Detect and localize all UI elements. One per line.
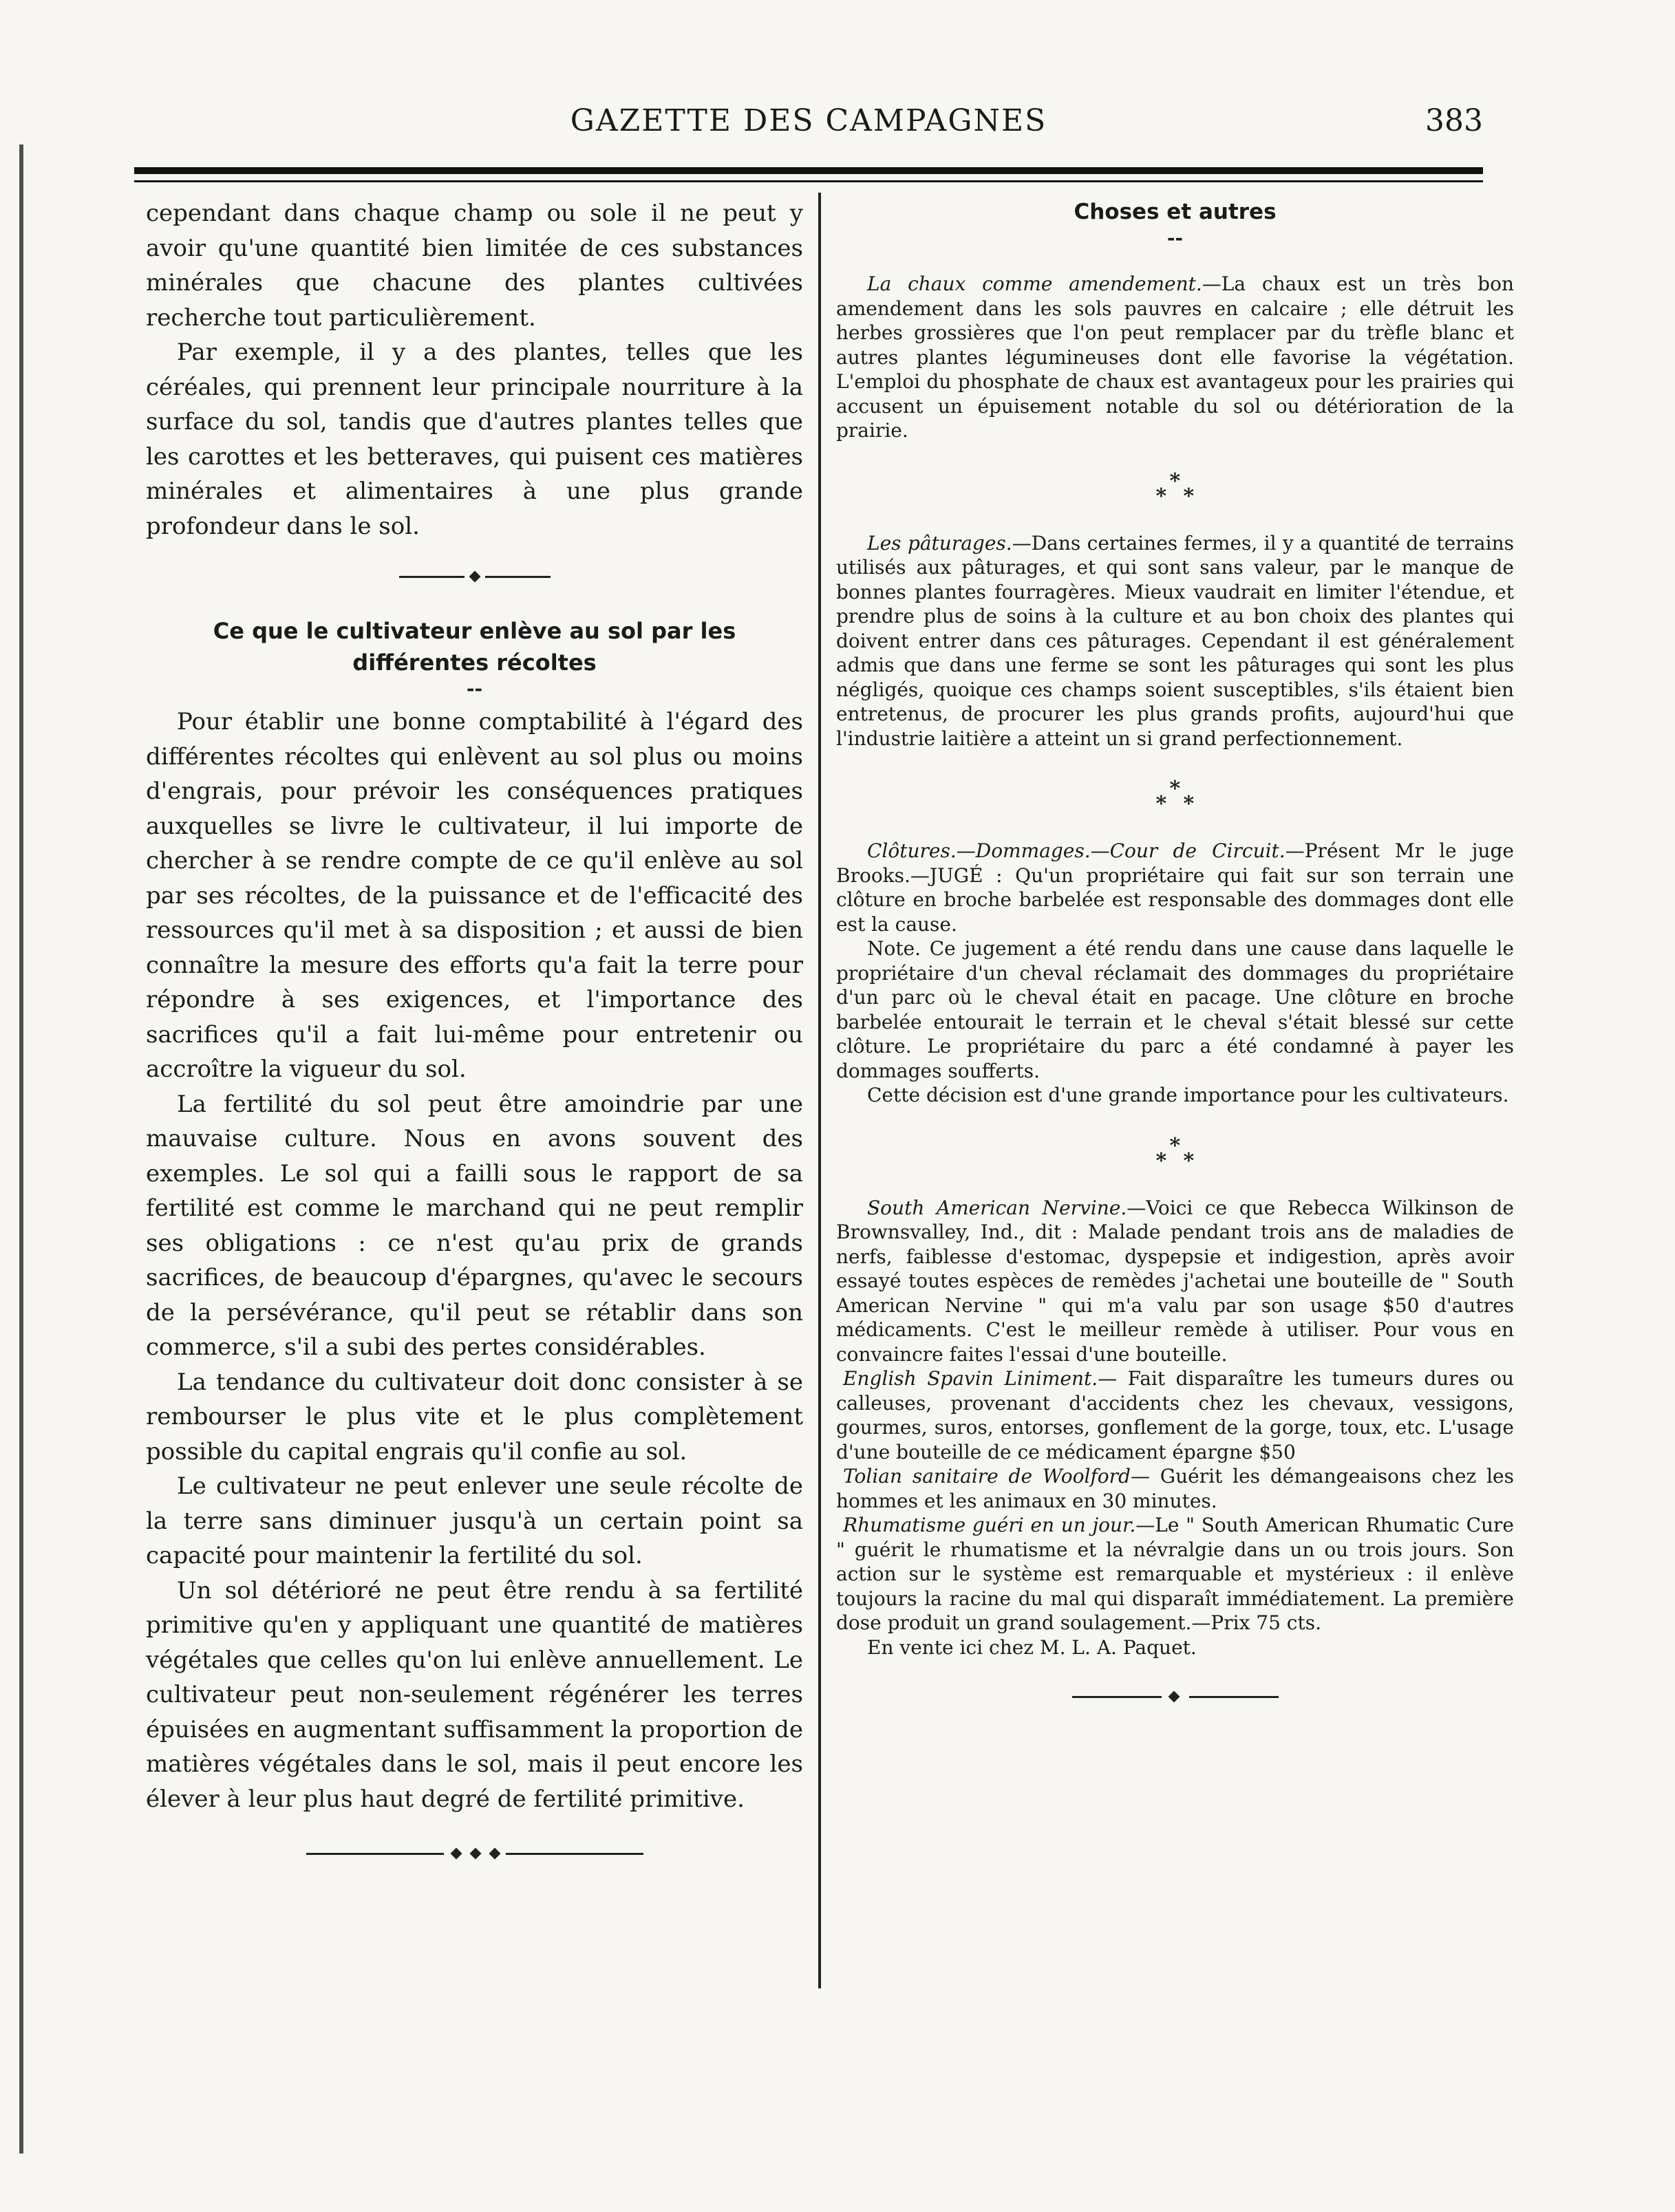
ornament-dot [469,571,480,583]
news-item [836,272,1514,443]
ornament-dot [1168,1691,1180,1703]
advertisement [836,1366,1514,1464]
ornament-dot [469,1848,481,1860]
paragraph: Le cultivateur ne peut enlever une seule récolte de la terre sans diminuer jusqu'à un certain point sa capacité pour maintenir la fertilité du sol. [146,1472,803,1569]
asterisk: * [1169,1133,1181,1158]
article-title: Ce que le cultivateur enlève au sol par les différentes récoltes [213,618,736,676]
asterisk: * [1183,484,1195,508]
ornament-line [485,576,551,578]
ornament-line [399,576,465,578]
ad-text: — Guérit les démangeaisons chez les hommes et les animaux en 30 minutes. [836,1465,1514,1512]
ad-lead: South American Nervine. [867,1196,1127,1219]
ad-lead: Rhumatisme guéri en un jour. [843,1514,1136,1536]
page-header [134,103,1483,144]
sale-line: En vente ici chez M. L. A. Paquet. [867,1635,1197,1659]
ornament-line [1072,1696,1162,1698]
asterism [1155,1134,1196,1172]
ad-text: —Le " South American Rhumatic Cure " guérit le rhumatisme et la névralgie dans un ou trois jours. Son action sur le système est remarquable et mystérieux : il enlève toujours la racine du mal qui disparaît immédiatement. La première dose produit un grand soulagement.—Prix 75 cts. [836,1514,1515,1634]
page-number: 383 [1425,103,1483,138]
header-rule-thick [134,167,1483,174]
ornament-dot [450,1848,462,1860]
left-column [146,196,803,1865]
item-lead: La chaux comme amendement. [867,272,1202,295]
item-lead: Les pâturages. [867,531,1012,555]
title-dash: -- [1166,226,1184,249]
end-ornament [1072,1687,1279,1708]
ad-text: —Voici ce que Rebecca Wilkinson de Brownsvalley, Ind., dit : Malade pendant trois ans de maladies de nerfs, faiblesse d'estomac, dyspepsie et indigestion, après avoir essayé toutes espèces de remèdes j'achetai une bouteille de " South American Nervine " qui m'a valu par son usage $50 d'autres médicaments. C'est le meilleur remède à utiliser. Pour vous en convaincre faites l'essai d'une bouteille. [836,1196,1514,1366]
end-ornament [306,1844,643,1865]
asterisk: * [1183,1148,1195,1173]
asterisk: * [1183,792,1195,816]
news-item [836,531,1514,751]
column-divider [818,193,821,1988]
ornament-dot [489,1848,500,1860]
news-note: Note. Ce jugement a été rendu dans une cause dans laquelle le propriétaire d'un cheval réclamait des dommages du propriétaire d'un parc où le cheval était en pacage. Une clôture en broche barbelée entourait le terrain et le cheval s'était blessé sur cette clôture. Le propriétaire du parc a été condamné à payer les dommages soufferts. [836,937,1514,1082]
advertisement [836,1513,1514,1635]
ornament-line [1189,1696,1279,1698]
ad-lead: English Spavin Liniment. [843,1367,1098,1390]
paragraph: Un sol détérioré ne peut être rendu à sa fertilité primitive qu'en y appliquant une quantité de matières végétales que celles qu'on lui enlève annuellement. Le cultivateur peut non-seulement régénérer les terres épuisées en augmentant suffisamment la proportion de matières végétales dans le sol, mais il peut encore les élever à leur plus haut degré de fertilité primitive. [146,1576,803,1813]
header-rule-thin [134,180,1483,182]
ornament-line [506,1853,643,1855]
asterisk: * [1155,1148,1167,1173]
paragraph: Pour établir une bonne comptabilité à l'égard des différentes récoltes qui enlèvent au sol plus ou moins d'engrais, pour prévoir les conséquences pratiques auxquelles se livre le cultivateur, il lui importe de chercher à se rendre compte de ce qu'il enlève au sol par ses récoltes, de la puissance et de l'efficacité des ressources qu'il met à sa disposition ; et aussi de bien connaître la mesure des efforts qu'a fait la terre pour répondre à ses exigences, et l'importance des sacrifices qu'il a fait lui-même pour entretenir ou accroître la vigueur du sol. [146,708,803,1083]
news-note: Cette décision est d'une grande importance pour les cultivateurs. [867,1084,1509,1106]
paragraph: La fertilité du sol peut être amoindrie par une mauvaise culture. Nous en avons souvent des exemples. Le sol qui a failli sous le rapport de sa fertilité est comme le marchand qui ne peut remplir ses obligations : ce n'est qu'au prix de grands sacrifices, de beaucoup d'épargnes, qu'avec le secours de la persévérance, qu'il peut se rétablir dans son commerce, s'il a subi des pertes considérables. [146,1090,803,1361]
advertisement [836,1464,1514,1513]
item-lead: Clôtures.—Dommages.—Cour de Circuit. [867,839,1285,862]
section-title: Choses et autres [1074,200,1277,224]
ad-lead: Tolian sanitaire de Woolford [843,1465,1131,1488]
asterisk: * [1155,484,1167,508]
news-item [836,839,1514,936]
title-dash: -- [466,677,483,700]
item-text: —Dans certaines fermes, il y a quantité de terrains utilisés aux pâturages, et qui sont sans valeur, par le manque de bonnes plantes fourragères. Mieux vaudrait en limiter l'étendue, et prendre plus de soins à la culture et au bon choix des plantes qui doivent entrer dans ces pâturages. Cependant il est généralement admis que dans une ferme se sont les pâturages qui sont les plus négligés, quoique ces champs soient susceptibles, s'ils étaient bien entretenus, de procurer les plus grands profits, aujourd'hui que l'industrie laitière a atteint un si grand perfectionnement. [836,531,1514,750]
asterisk: * [1169,469,1181,493]
item-text: —Présent Mr le juge Brooks.—JUGÉ : Qu'un propriétaire qui fait sur son terrain une clôture en broche barbelée est responsable des dommages dont elle est la cause. [836,839,1514,936]
binding-edge [19,144,23,2154]
ad-text: — Fait disparaître les tumeurs dures ou calleuses, provenant d'accidents chez les chevaux, vessigons, gourmes, suros, entorses, gonflement de la gorge, toux, etc. L'usage d'une bouteille de ce médicament épargne $50 [836,1367,1514,1463]
asterisk: * [1155,792,1167,816]
continued-paragraph: cependant dans chaque champ ou sole il ne peut y avoir qu'une quantité bien limitée de ces substances minérales que chacune des plantes cultivées recherche tout particulièrement. [146,200,803,332]
asterism [1155,777,1196,815]
asterisk: * [1169,777,1181,801]
right-column [836,196,1514,1708]
paragraph: La tendance du cultivateur doit donc consister à se rembourser le plus vite et le plus complètement possible du capital engrais qu'il confie au sol. [146,1368,803,1465]
asterism [1155,469,1196,508]
item-text: —La chaux est un très bon amendement dans les sols pauvres en calcaire ; elle détruit les herbes grossières que l'on peut remplacer par du trèfle blanc et autres plantes légumineuses dont elle favorise la végétation. L'emploi du phosphate de chaux est avantageux pour les prairies qui accusent un épuisement notable du sol ou détérioration de la prairie. [836,272,1514,442]
paragraph: Par exemple, il y a des plantes, telles que les céréales, qui prennent leur principale nourriture à la surface du sol, tandis que d'autres plantes telles que les carottes et les betteraves, qui puisent ces matières minérales et alimentaires à une plus grande profondeur dans le sol. [146,339,803,540]
advertisement [836,1196,1514,1367]
ornament-line [306,1853,444,1855]
section-ornament [399,567,551,588]
running-title: GAZETTE DES CAMPAGNES [570,103,1047,138]
